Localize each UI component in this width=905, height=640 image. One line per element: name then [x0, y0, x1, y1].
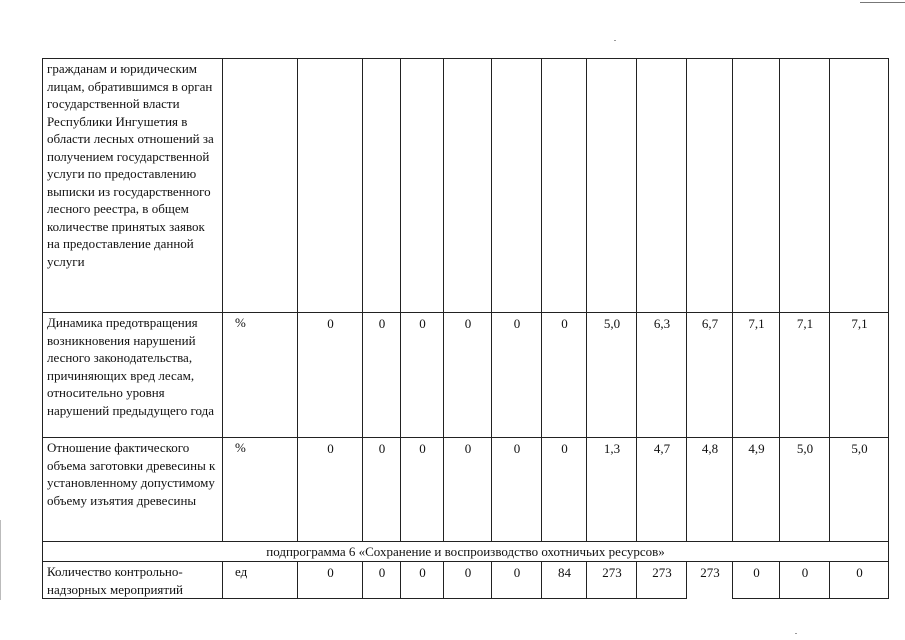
value-cell: 5,0 [780, 438, 830, 542]
indicator-name: гражданам и юридическим лицам, обратившимся в орган государственной власти Республики Ингушетия в области лесных отношений за получением государственной услуги по предоставлению выписки из государственного лесного реестра, в общем количестве принятых заявок на предоставление данной услуги [43, 59, 223, 313]
value-cell [492, 59, 542, 313]
value-cell: 84 [542, 562, 587, 599]
unit-cell: % [223, 313, 298, 438]
value-cell: 0 [363, 438, 401, 542]
value-cell: 4,8 [687, 438, 733, 542]
value-cell [780, 59, 830, 313]
indicator-name: Отношение фактического объема заготовки древесины к установленному допустимому объему изъятия древесины [43, 438, 223, 542]
unit-cell: ед [223, 562, 298, 599]
value-cell: 0 [542, 438, 587, 542]
value-cell: 7,1 [733, 313, 780, 438]
value-cell: 0 [298, 438, 363, 542]
scan-artifact-top [860, 2, 905, 3]
value-cell: 1,3 [587, 438, 637, 542]
unit-cell: % [223, 438, 298, 542]
subprogram-header: подпрограмма 6 «Сохранение и воспроизводство охотничьих ресурсов» [43, 542, 889, 562]
value-cell: 0 [363, 313, 401, 438]
value-cell: 273 [687, 562, 733, 599]
value-cell: 0 [780, 562, 830, 599]
value-cell: 0 [401, 562, 444, 599]
value-cell: 5,0 [830, 438, 889, 542]
value-cell: 4,9 [733, 438, 780, 542]
value-cell: 273 [637, 562, 687, 599]
value-cell: 0 [492, 562, 542, 599]
value-cell [542, 59, 587, 313]
value-cell [363, 59, 401, 313]
value-cell [587, 59, 637, 313]
subprogram-row [43, 542, 889, 562]
value-cell: 0 [298, 313, 363, 438]
table-row [43, 438, 889, 542]
value-cell: 0 [444, 438, 492, 542]
value-cell: 0 [401, 313, 444, 438]
value-cell: 0 [298, 562, 363, 599]
indicator-name: Динамика предотвращения возникновения нарушений лесного законодательства, причиняющих вред лесам, относительно уровня нарушений предыдущего года [43, 313, 223, 438]
table-row [43, 313, 889, 438]
value-cell: 0 [444, 562, 492, 599]
value-cell: 0 [492, 438, 542, 542]
value-cell: 7,1 [830, 313, 889, 438]
table-row [43, 59, 889, 313]
indicator-name: Количество контрольно-надзорных мероприятий [43, 562, 223, 599]
value-cell: 4,7 [637, 438, 687, 542]
value-cell: 0 [444, 313, 492, 438]
unit-cell [223, 59, 298, 313]
value-cell: 0 [830, 562, 889, 599]
value-cell: 6,3 [637, 313, 687, 438]
value-cell: 5,0 [587, 313, 637, 438]
table-row [43, 562, 889, 599]
value-cell: 6,7 [687, 313, 733, 438]
indicators-table [42, 58, 889, 599]
value-cell [687, 59, 733, 313]
value-cell: 7,1 [780, 313, 830, 438]
value-cell: 0 [733, 562, 780, 599]
scan-dot [795, 633, 797, 634]
value-cell [733, 59, 780, 313]
value-cell [830, 59, 889, 313]
scan-dot [614, 40, 616, 41]
value-cell: 0 [542, 313, 587, 438]
value-cell: 0 [363, 562, 401, 599]
value-cell [444, 59, 492, 313]
value-cell: 0 [492, 313, 542, 438]
value-cell: 273 [587, 562, 637, 599]
scan-artifact-left [0, 520, 1, 600]
value-cell [298, 59, 363, 313]
value-cell: 0 [401, 438, 444, 542]
value-cell [637, 59, 687, 313]
value-cell [401, 59, 444, 313]
